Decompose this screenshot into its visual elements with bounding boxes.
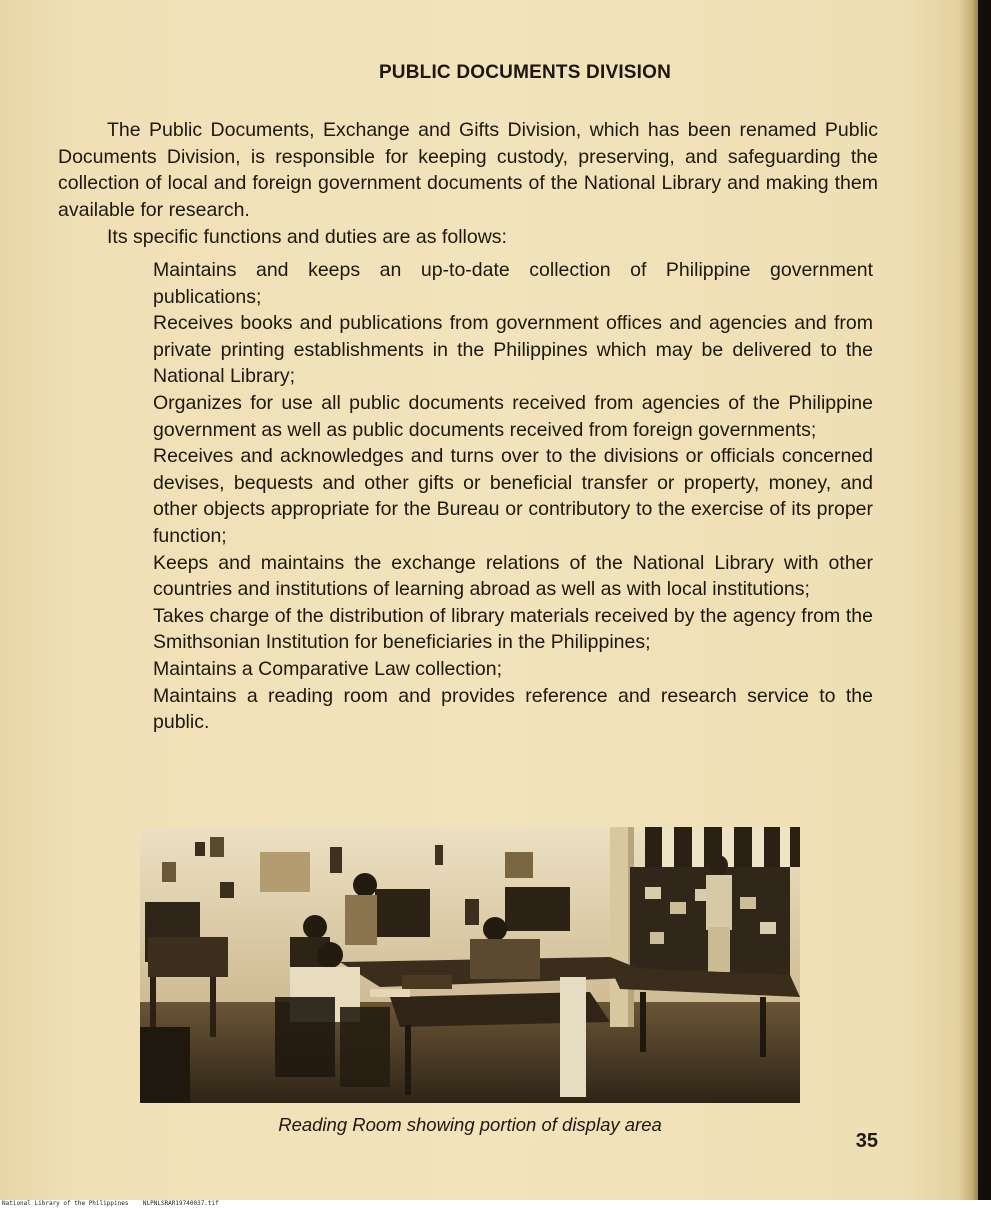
duty-item: Maintains a Comparative Law collection; (153, 657, 503, 680)
intro-paragraph: The Public Documents, Exchange and Gifts Division, which has been renamed Public Documents Division, is responsible for keeping custody, preserving, and safeguarding the collection of local and foreign government documents of the National Library and making them available for research. (58, 119, 878, 221)
scan-footer-note (2, 1200, 219, 1208)
reading-room-photo (140, 827, 800, 1103)
duty-item: Keeps and maintains the exchange relations of the National Library with other countries and institutions of learning abroad as well as with local institutions; (153, 551, 873, 601)
footer-institution: National Library of the Philippines (2, 1200, 129, 1207)
duty-item: Maintains a reading room and provides reference and research service to the public. (153, 684, 873, 734)
photo-caption: Reading Room showing portion of display area (278, 1114, 662, 1135)
reading-room-illustration (140, 827, 800, 1103)
duties-lead-sentence: Its specific functions and duties are as follows: (107, 226, 507, 248)
duty-item: Receives and acknowledges and turns over to the divisions or officials concerned devises, bequests and other gifts or beneficial transfer or property, money, and other objects appropriate for the Bureau or contributory to the exercise of its proper function; (153, 445, 873, 547)
page-number: 35 (855, 1130, 878, 1152)
duties-list (153, 257, 873, 736)
duty-item: Maintains and keeps an up-to-date collection of Philippine government publications; (153, 259, 873, 308)
page-title: PUBLIC DOCUMENTS DIVISION (378, 62, 672, 83)
duty-item: Organizes for use all public documents received from agencies of the Philippine government as well as public documents received from foreign governments; (153, 391, 873, 441)
duty-item: Receives books and publications from government offices and agencies and from private printing establishments in the Philippines which may be delivered to the National Library; (153, 312, 873, 388)
page-edge-shadow (958, 0, 978, 1200)
duty-item: Takes charge of the distribution of library materials received by the agency from the Smithsonian Institution for beneficiaries in the Philippines; (153, 604, 873, 654)
footer-file-id: NLPNLSRAR19740037.tif (142, 1200, 219, 1207)
